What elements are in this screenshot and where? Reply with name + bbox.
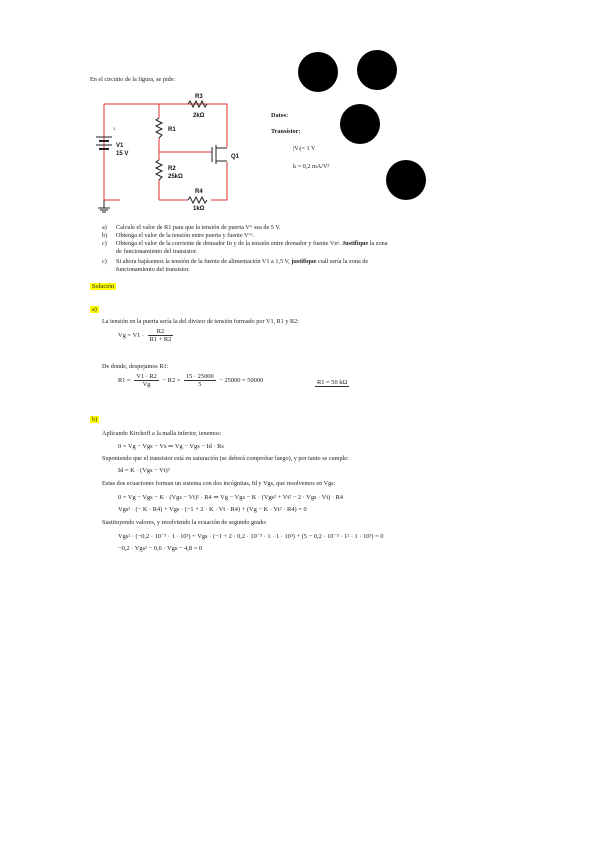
question-text: Calcule el valor de R1 para que la tensión de puerta Vᴳ sea de 5 V.: [116, 224, 281, 231]
solution-b-line: −0,2 · Vgs² − 0,6 · Vgs − 4,8 = 0: [118, 545, 203, 552]
solution-b-line: 0 = Vg − Vgs − K · (Vgs − Vt)² · R4 ⇒ Vg − Vgs − K · (Vgs² + Vt² − 2 · Vgs · Vt) · R4: [118, 494, 344, 501]
solution-b-line: Id = K · (Vgs − Vt)²: [118, 467, 170, 474]
solution-b-line: Vgs² · (− K · R4) + Vgs · (−1 + 2 · K · Vt · R4) + (Vg − K · Vt² · R4) = 0: [118, 506, 307, 513]
question-text: de funcionamiento del transistor.: [116, 248, 198, 255]
r2-label: R2: [168, 166, 176, 172]
r4-value: 1kΩ: [193, 206, 205, 212]
r2-value: 25kΩ: [168, 174, 183, 180]
solution-b-line: Estas dos ecuaciones forman un sistema con dos incógnitas, Id y Vgs, que resolvemos en Vgs:: [102, 480, 336, 487]
redaction-dot: [386, 160, 426, 200]
question-label: b): [102, 232, 108, 239]
solution-b-line: Sustituyendo valores, y resolviendo la ecuación de segundo grado:: [102, 519, 267, 526]
question-text: Obtenga el valor de la corriente de drenador Iᴅ y de la tensión entre drenador y fuente Vᴅˢ. Justifique la zona: [116, 240, 388, 247]
question-text: Si ahora bajásemos la tensión de la fuente de alimentación V1 a 1,5 V, justifique cuál sería la zona de: [116, 258, 369, 265]
solution-b-label: b): [92, 416, 98, 423]
r4-label: R4: [195, 189, 203, 195]
equation-r1-result: R1 = 50 kΩ: [317, 379, 348, 386]
redaction-dot: [340, 104, 380, 144]
question-label: a): [102, 224, 107, 231]
equation-vg: Vg = V1 · $\frac{R2}{R1 + R2}$: [118, 328, 172, 343]
question-text: Obtenga el valor de la tensión entre puerta y fuente Vᴳˢ.: [116, 232, 255, 239]
v1-value: 15 V: [116, 151, 129, 157]
intro-text: En el circuito de la figura, se pide:: [90, 76, 176, 83]
solution-a-label: a): [92, 306, 97, 313]
v1-pin: 1: [113, 126, 116, 131]
solution-a-text1: La tensión en la puerta sería la del divisor de tensión formado por V1, R1 y R2:: [102, 318, 299, 325]
solution-b-line: Aplicando Kirchoff a la malla inferior, tenemos:: [102, 430, 222, 437]
solution-a-text2: De donde, despejamos R1:: [102, 363, 169, 370]
redaction-dot: [357, 50, 397, 90]
r1-label: R1: [168, 127, 176, 133]
r3-value: 2kΩ: [193, 113, 205, 119]
datos-k: k = 0,2 mA/V²: [293, 163, 330, 170]
v1-label: V1: [116, 143, 124, 149]
question-label: c): [102, 258, 107, 265]
solution-b-line: Suponiendo que el transistor está en saturación (se deberá comprobar luego), y por tanto se cumple:: [102, 455, 349, 462]
equation-r1: R1 = $\frac{V1 \cdot R2}{Vg}$ − R2 = $\frac{15 \cdot 25000}{5}$ − 25000 = 50000: [118, 373, 264, 388]
datos-transistor: Transistor:: [271, 128, 301, 135]
circuit-diagram: [92, 92, 242, 216]
datos-vt: |Vₜ|= 1 V: [293, 145, 316, 152]
question-label: c): [102, 240, 107, 247]
datos-title: Datos:: [271, 112, 289, 119]
solution-b-line: 0 = Vg − Vgs − Vs ⇒ Vg − Vgs − Id · Rs: [118, 443, 224, 450]
solution-b-line: Vgs² · (−0,2 · 10⁻³ · 1 · 10³) + Vgs · (−1 + 2 · 0,2 · 10⁻³ · 1 · 1 · 10³) + (5 − 0,2 · 10⁻³ · 1² · 1 · 10³) = 0: [118, 533, 384, 540]
solution-title: Solución: [92, 283, 115, 290]
redaction-dot: [298, 52, 338, 92]
question-text: funcionamiento del transistor.: [116, 266, 190, 273]
r3-label: R3: [195, 94, 203, 100]
q1-label: Q1: [231, 154, 240, 160]
